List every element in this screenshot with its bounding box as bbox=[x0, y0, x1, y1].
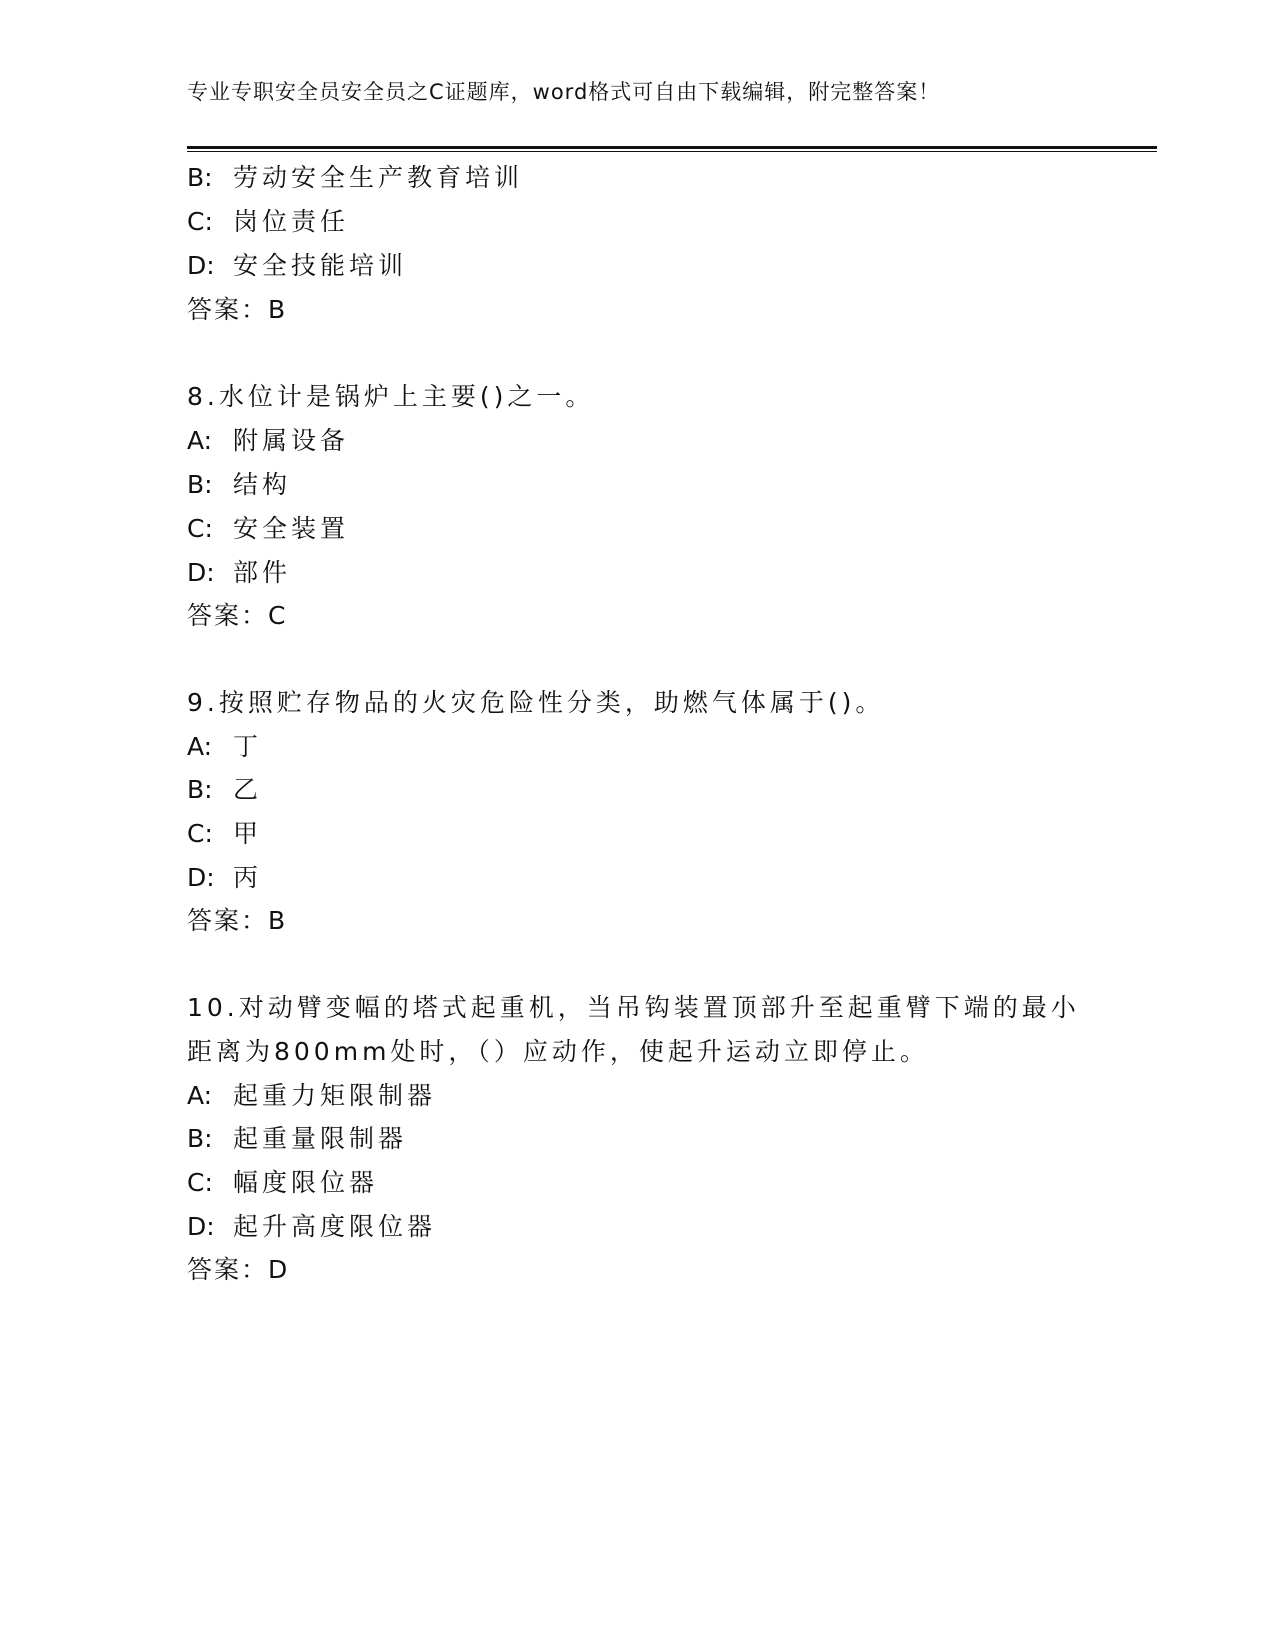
option-text: 劳动安全生产教育培训 bbox=[233, 163, 524, 192]
q9-option-d bbox=[187, 862, 262, 894]
q9-stem: 9.按照贮存物品的火灾危险性分类，助燃气体属于()。 bbox=[187, 688, 885, 717]
option-letter: B: bbox=[187, 470, 213, 499]
option-text: 安全装置 bbox=[233, 514, 350, 543]
prev-option-d bbox=[187, 250, 407, 282]
option-letter: B: bbox=[187, 775, 213, 804]
option-letter: D: bbox=[187, 1212, 215, 1241]
option-letter: C: bbox=[187, 1168, 213, 1197]
option-letter: D: bbox=[187, 863, 215, 892]
q9-option-a bbox=[187, 731, 262, 763]
option-text: 幅度限位器 bbox=[233, 1168, 379, 1197]
option-letter: A: bbox=[187, 1081, 213, 1110]
q10-stem-line1: 10.对动臂变幅的塔式起重机，当吊钩装置顶部升至起重臂下端的最小 bbox=[187, 993, 1080, 1022]
option-text: 起重量限制器 bbox=[233, 1124, 408, 1153]
q10-answer: 答案：D bbox=[187, 1255, 290, 1284]
q8-stem: 8.水位计是锅炉上主要()之一。 bbox=[187, 382, 595, 411]
option-letter: A: bbox=[187, 732, 213, 761]
option-letter: A: bbox=[187, 426, 213, 455]
option-text: 甲 bbox=[233, 819, 263, 848]
option-text: 部件 bbox=[233, 558, 292, 587]
q10-option-b bbox=[187, 1123, 407, 1155]
option-text: 丁 bbox=[233, 732, 263, 761]
q8-option-b bbox=[187, 469, 291, 501]
q9-option-c bbox=[187, 818, 262, 850]
option-text: 结构 bbox=[233, 470, 292, 499]
option-text: 起升高度限位器 bbox=[233, 1212, 437, 1241]
option-text: 乙 bbox=[233, 775, 263, 804]
header-rule-thin bbox=[187, 151, 1157, 152]
prev-option-b bbox=[187, 162, 523, 194]
option-letter: C: bbox=[187, 514, 213, 543]
option-letter: B: bbox=[187, 1124, 213, 1153]
option-text: 岗位责任 bbox=[233, 207, 350, 236]
q9-option-b bbox=[187, 774, 262, 806]
header-rule-thick bbox=[187, 146, 1157, 149]
prev-option-c bbox=[187, 206, 349, 238]
option-text: 丙 bbox=[233, 863, 263, 892]
option-letter: B: bbox=[187, 163, 213, 192]
option-text: 附属设备 bbox=[233, 426, 350, 455]
option-letter: C: bbox=[187, 207, 213, 236]
option-letter: D: bbox=[187, 251, 215, 280]
q10-option-c bbox=[187, 1167, 378, 1199]
page-header: 专业专职安全员安全员之C证题库，word格式可自由下载编辑，附完整答案！ bbox=[187, 80, 941, 104]
q10-option-a bbox=[187, 1080, 436, 1112]
option-letter: D: bbox=[187, 558, 215, 587]
option-text: 安全技能培训 bbox=[233, 251, 408, 280]
option-letter: C: bbox=[187, 819, 213, 848]
q8-answer: 答案：C bbox=[187, 601, 288, 630]
q9-answer: 答案：B bbox=[187, 906, 288, 935]
q8-option-d bbox=[187, 557, 291, 589]
option-text: 起重力矩限制器 bbox=[233, 1081, 437, 1110]
q10-stem-line2: 距离为800mm处时，（）应动作，使起升运动立即停止。 bbox=[187, 1037, 929, 1066]
q8-option-c bbox=[187, 513, 349, 545]
q8-option-a bbox=[187, 425, 349, 457]
q10-option-d bbox=[187, 1211, 436, 1243]
prev-answer: 答案：B bbox=[187, 295, 288, 324]
